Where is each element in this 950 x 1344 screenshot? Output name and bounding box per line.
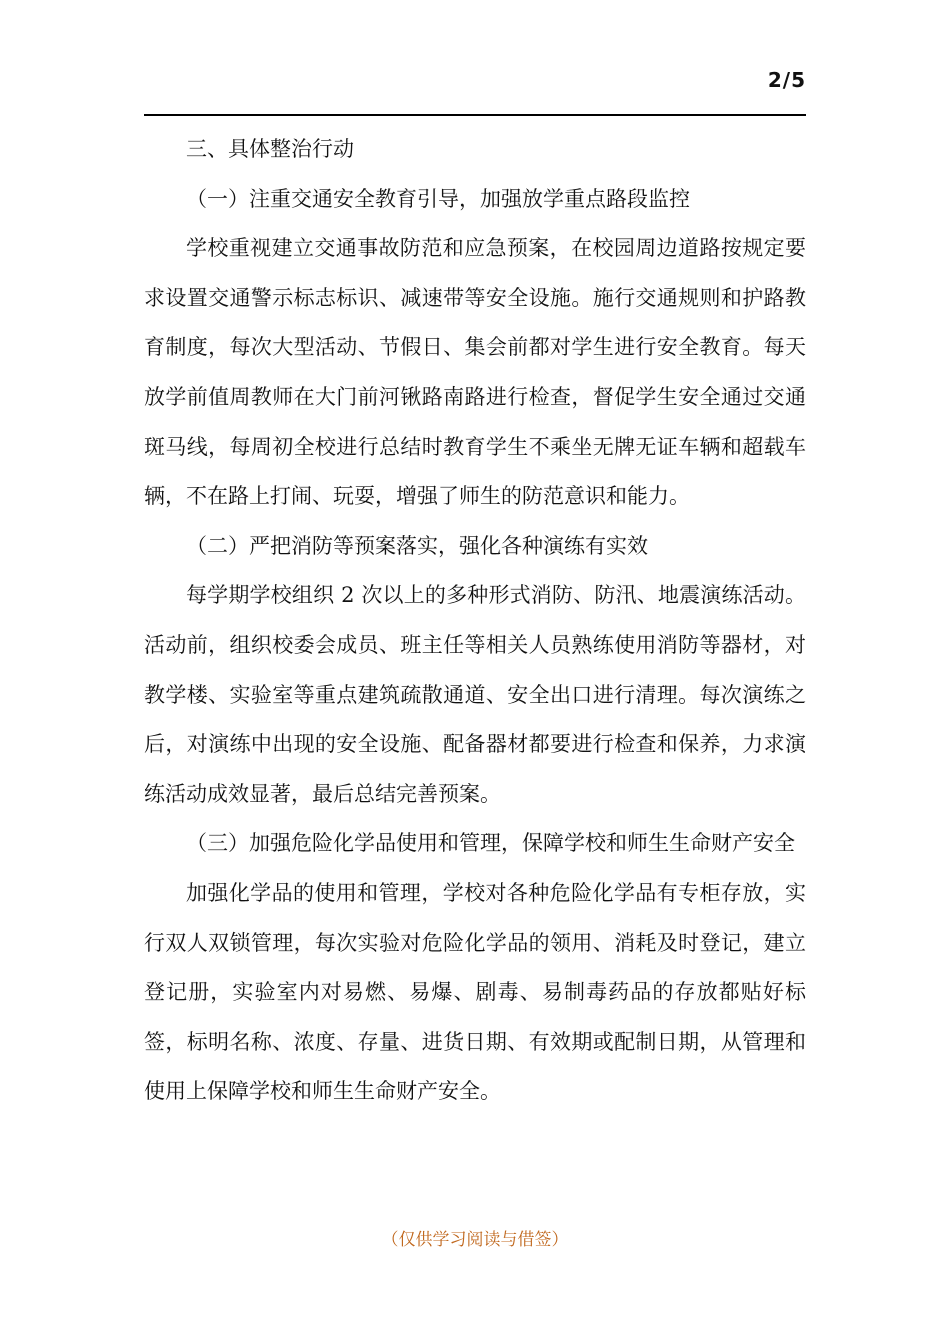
paragraph-1: 学校重视建立交通事故防范和应急预案，在校园周边道路按规定要求设置交通警示标志标识、减速带等安全设施。施行交通规则和护路教育制度，每次大型活动、节假日、集会前都对学生进行安全教育。每天放学前值周教师在大门前河锹路南路进行检查，督促学生安全通过交通斑马线，每周初全校进行总结时教育学生不乘坐无牌无证车辆和超载车辆，不在路上打闹、玩耍，增强了师生的防范意识和能力。 [144, 236, 806, 509]
header-divider [144, 114, 806, 116]
subsection-heading-2: （二）严把消防等预案落实，强化各种演练有实效 [186, 533, 648, 558]
subsection-heading-3: （三）加强危险化学品使用和管理，保障学校和师生生命财产安全 [186, 831, 795, 856]
page-number: 2/5 [767, 68, 806, 92]
section-heading: 三、具体整治行动 [186, 137, 354, 161]
subsection-heading-1: （一）注重交通安全教育引导，加强放学重点路段监控 [186, 186, 690, 211]
paragraph-3: 加强化学品的使用和管理，学校对各种危险化学品有专柜存放，实行双人双锁管理，每次实验对危险化学品的领用、消耗及时登记，建立登记册，实验室内对易燃、易爆、剧毒、易制毒药品的存放都贴好标签，标明名称、浓度、存量、进货日期、有效期或配制日期，从管理和使用上保障学校和师生生命财产安全。 [144, 880, 806, 1104]
paragraph-2: 每学期学校组织 2 次以上的多种形式消防、防汛、地震演练活动。活动前，组织校委会成员、班主任等相关人员熟练使用消防等器材，对教学楼、实验室等重点建筑疏散通道、安全出口进行清理。每次演练之后，对演练中出现的安全设施、配备器材都要进行检查和保养，力求演练活动成效显著，最后总结完善预案。 [144, 583, 806, 806]
document-body [144, 125, 806, 1117]
footer-note: （仅供学习阅读与借签） [381, 1230, 569, 1250]
